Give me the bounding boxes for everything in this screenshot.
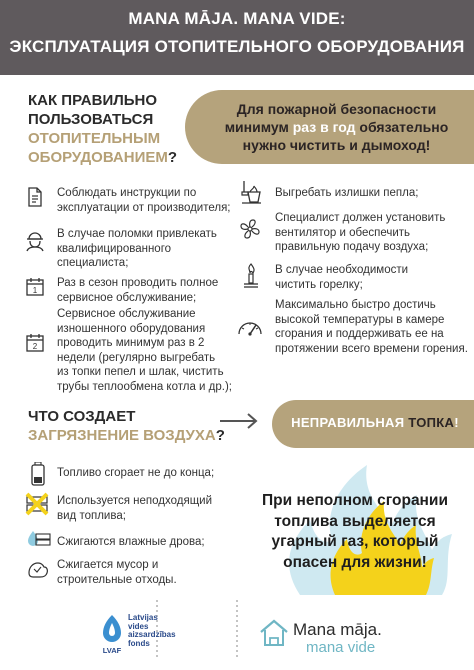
warning-line4: опасен для жизни!: [283, 553, 427, 571]
warning-line1: При неполном сгорании: [262, 492, 448, 509]
improper-banner-exclamation: !: [454, 415, 459, 430]
left-item-2-line1: В случае поломки привлекать: [57, 228, 217, 240]
cause-item-2-line2: вид топлива;: [57, 509, 126, 522]
right-item-4-line1: Максимально быстро достичь: [275, 299, 436, 311]
left-item-4-line6: трубы теплообмена котла и др.);: [57, 380, 232, 393]
lvaf-line4: fonds: [128, 638, 150, 648]
left-item-4-line5: из топки пепел и шлак, чистить: [57, 366, 224, 378]
left-item-4-line1: Сервисное обслуживание: [57, 308, 196, 320]
right-item-2-line1: Специалист должен установить: [275, 212, 446, 224]
right-item-4-line4: протяжении всего времени горения.: [275, 342, 468, 355]
causes-heading-line1: ЧТО СОЗДАЕТ: [28, 408, 136, 425]
cause-item-4-line2: строительные отходы.: [57, 573, 177, 586]
cause-item-1-line1: Топливо сгорает не до конца;: [57, 467, 215, 479]
right-item-2-line3: правильную подачу воздуха;: [275, 241, 429, 253]
fuel-gauge-icon: [31, 462, 45, 486]
safety-banner-line2-pre: минимум: [224, 119, 293, 135]
cause-item-1: [57, 466, 214, 481]
garbage-icon: [27, 559, 49, 579]
right-item-3-line1: В случае необходимости: [275, 264, 409, 276]
gauge-icon: [237, 318, 263, 336]
cause-item-3: [57, 535, 205, 550]
improper-burning-banner: [272, 400, 474, 448]
causes-heading: [28, 407, 225, 445]
wrong-fuel-icon: [24, 492, 50, 516]
left-item-1: [57, 186, 231, 215]
right-item-2-line2: вентилятор и обеспечить: [275, 226, 411, 239]
left-item-3-line2: сервисное обслуживание;: [57, 291, 197, 304]
right-item-4: [275, 298, 468, 356]
left-item-4-line3: проводить минимум раз в 2: [57, 337, 205, 349]
arrow-right-icon: [218, 411, 260, 436]
lvaf-line2: vides: [128, 621, 149, 631]
footer-divider-right: [236, 600, 238, 660]
calendar-badge-2: 2: [32, 342, 38, 351]
header-title-line2: ЭКСПЛУАТАЦИЯ ОТОПИТЕЛЬНОГО ОБОРУДОВАНИЯ: [9, 37, 465, 56]
ash-bucket-icon: [240, 180, 262, 204]
calendar-icon: [25, 333, 45, 353]
lvaf-abbr: LVAF: [102, 646, 122, 655]
warning-line2: топлива выделяется: [274, 512, 436, 530]
brand-line1: Mana māja.: [293, 620, 382, 639]
causes-heading-accent: ЗАГРЯЗНЕНИЕ ВОЗДУХА: [28, 427, 216, 444]
howto-question-mark: ?: [167, 149, 178, 166]
lvaf-logo: [98, 613, 126, 660]
lvaf-line3: aizsardzības: [128, 630, 176, 639]
calendar-badge-1: 1: [32, 286, 38, 295]
lvaf-name: [128, 614, 176, 648]
howto-line1: КАК ПРАВИЛЬНО: [28, 92, 158, 109]
brand-line2: mana vide: [306, 639, 376, 656]
left-item-4: [57, 307, 232, 394]
right-item-4-line2: высокой температуры в камере: [275, 313, 445, 326]
left-item-2: [57, 227, 217, 271]
safety-banner-line2-post: обязательно: [355, 119, 449, 135]
warning-line3: угарный газ, который: [271, 533, 439, 550]
causes-heading-question-mark: ?: [215, 427, 225, 444]
cause-item-4-line1: Сжигается мусор и: [57, 559, 159, 571]
header-title-line1: MANA MĀJA. MANA VIDE:: [128, 9, 346, 28]
carbon-monoxide-warning: [250, 491, 460, 573]
lvaf-line1: Latvijas: [128, 613, 158, 622]
right-item-2: [275, 211, 445, 255]
burner-icon: [241, 262, 261, 288]
improper-banner-topka: ТОПКА: [408, 415, 455, 430]
left-item-4-line2: изношенного оборудования: [57, 322, 206, 335]
right-item-4-line3: сгорания и поддерживать ее на: [275, 328, 444, 340]
calendar-icon: [25, 277, 45, 297]
cause-item-2: [57, 494, 212, 523]
left-item-1-line2: эксплуатации от производителя;: [57, 201, 231, 214]
left-item-2-line3: специалиста;: [57, 257, 129, 269]
cause-item-3-line1: Сжигаются влажные дрова;: [57, 536, 205, 548]
cause-item-2-line1: Используется неподходящий: [57, 495, 213, 507]
right-item-3-line2: чистить горелку;: [275, 278, 363, 291]
howto-line4: ОБОРУДОВАНИЕМ: [28, 149, 168, 166]
left-item-4-line4: недели (регулярно выгребать: [57, 351, 216, 364]
improper-banner-text: НЕПРАВИЛЬНАЯ: [291, 415, 409, 430]
left-item-1-line1: Соблюдать инструкции по: [57, 187, 197, 199]
right-item-1-line1: Выгребать излишки пепла;: [275, 187, 419, 199]
safety-banner-line3: нужно чистить и дымоход!: [242, 137, 431, 153]
page-header: [0, 0, 474, 75]
wet-wood-icon: [25, 528, 51, 550]
left-item-3-line1: Раз в сезон проводить полное: [57, 277, 219, 289]
safety-banner-highlight: раз в год: [292, 119, 356, 135]
left-item-2-line2: квалифицированного: [57, 242, 172, 255]
house-icon: [258, 618, 290, 653]
howto-heading: [28, 91, 198, 167]
safety-banner: [185, 90, 474, 164]
fan-icon: [239, 218, 261, 240]
document-icon: [26, 187, 44, 207]
left-item-3: [57, 276, 218, 305]
howto-line3: ОТОПИТЕЛЬНЫМ: [28, 130, 161, 147]
cause-item-4: [57, 558, 177, 587]
howto-line2: ПОЛЬЗОВАТЬСЯ: [28, 111, 154, 128]
right-item-3: [275, 263, 408, 292]
safety-banner-line1: Для пожарной безопасности: [236, 101, 437, 117]
worker-icon: [24, 230, 46, 252]
right-item-1: [275, 186, 418, 201]
